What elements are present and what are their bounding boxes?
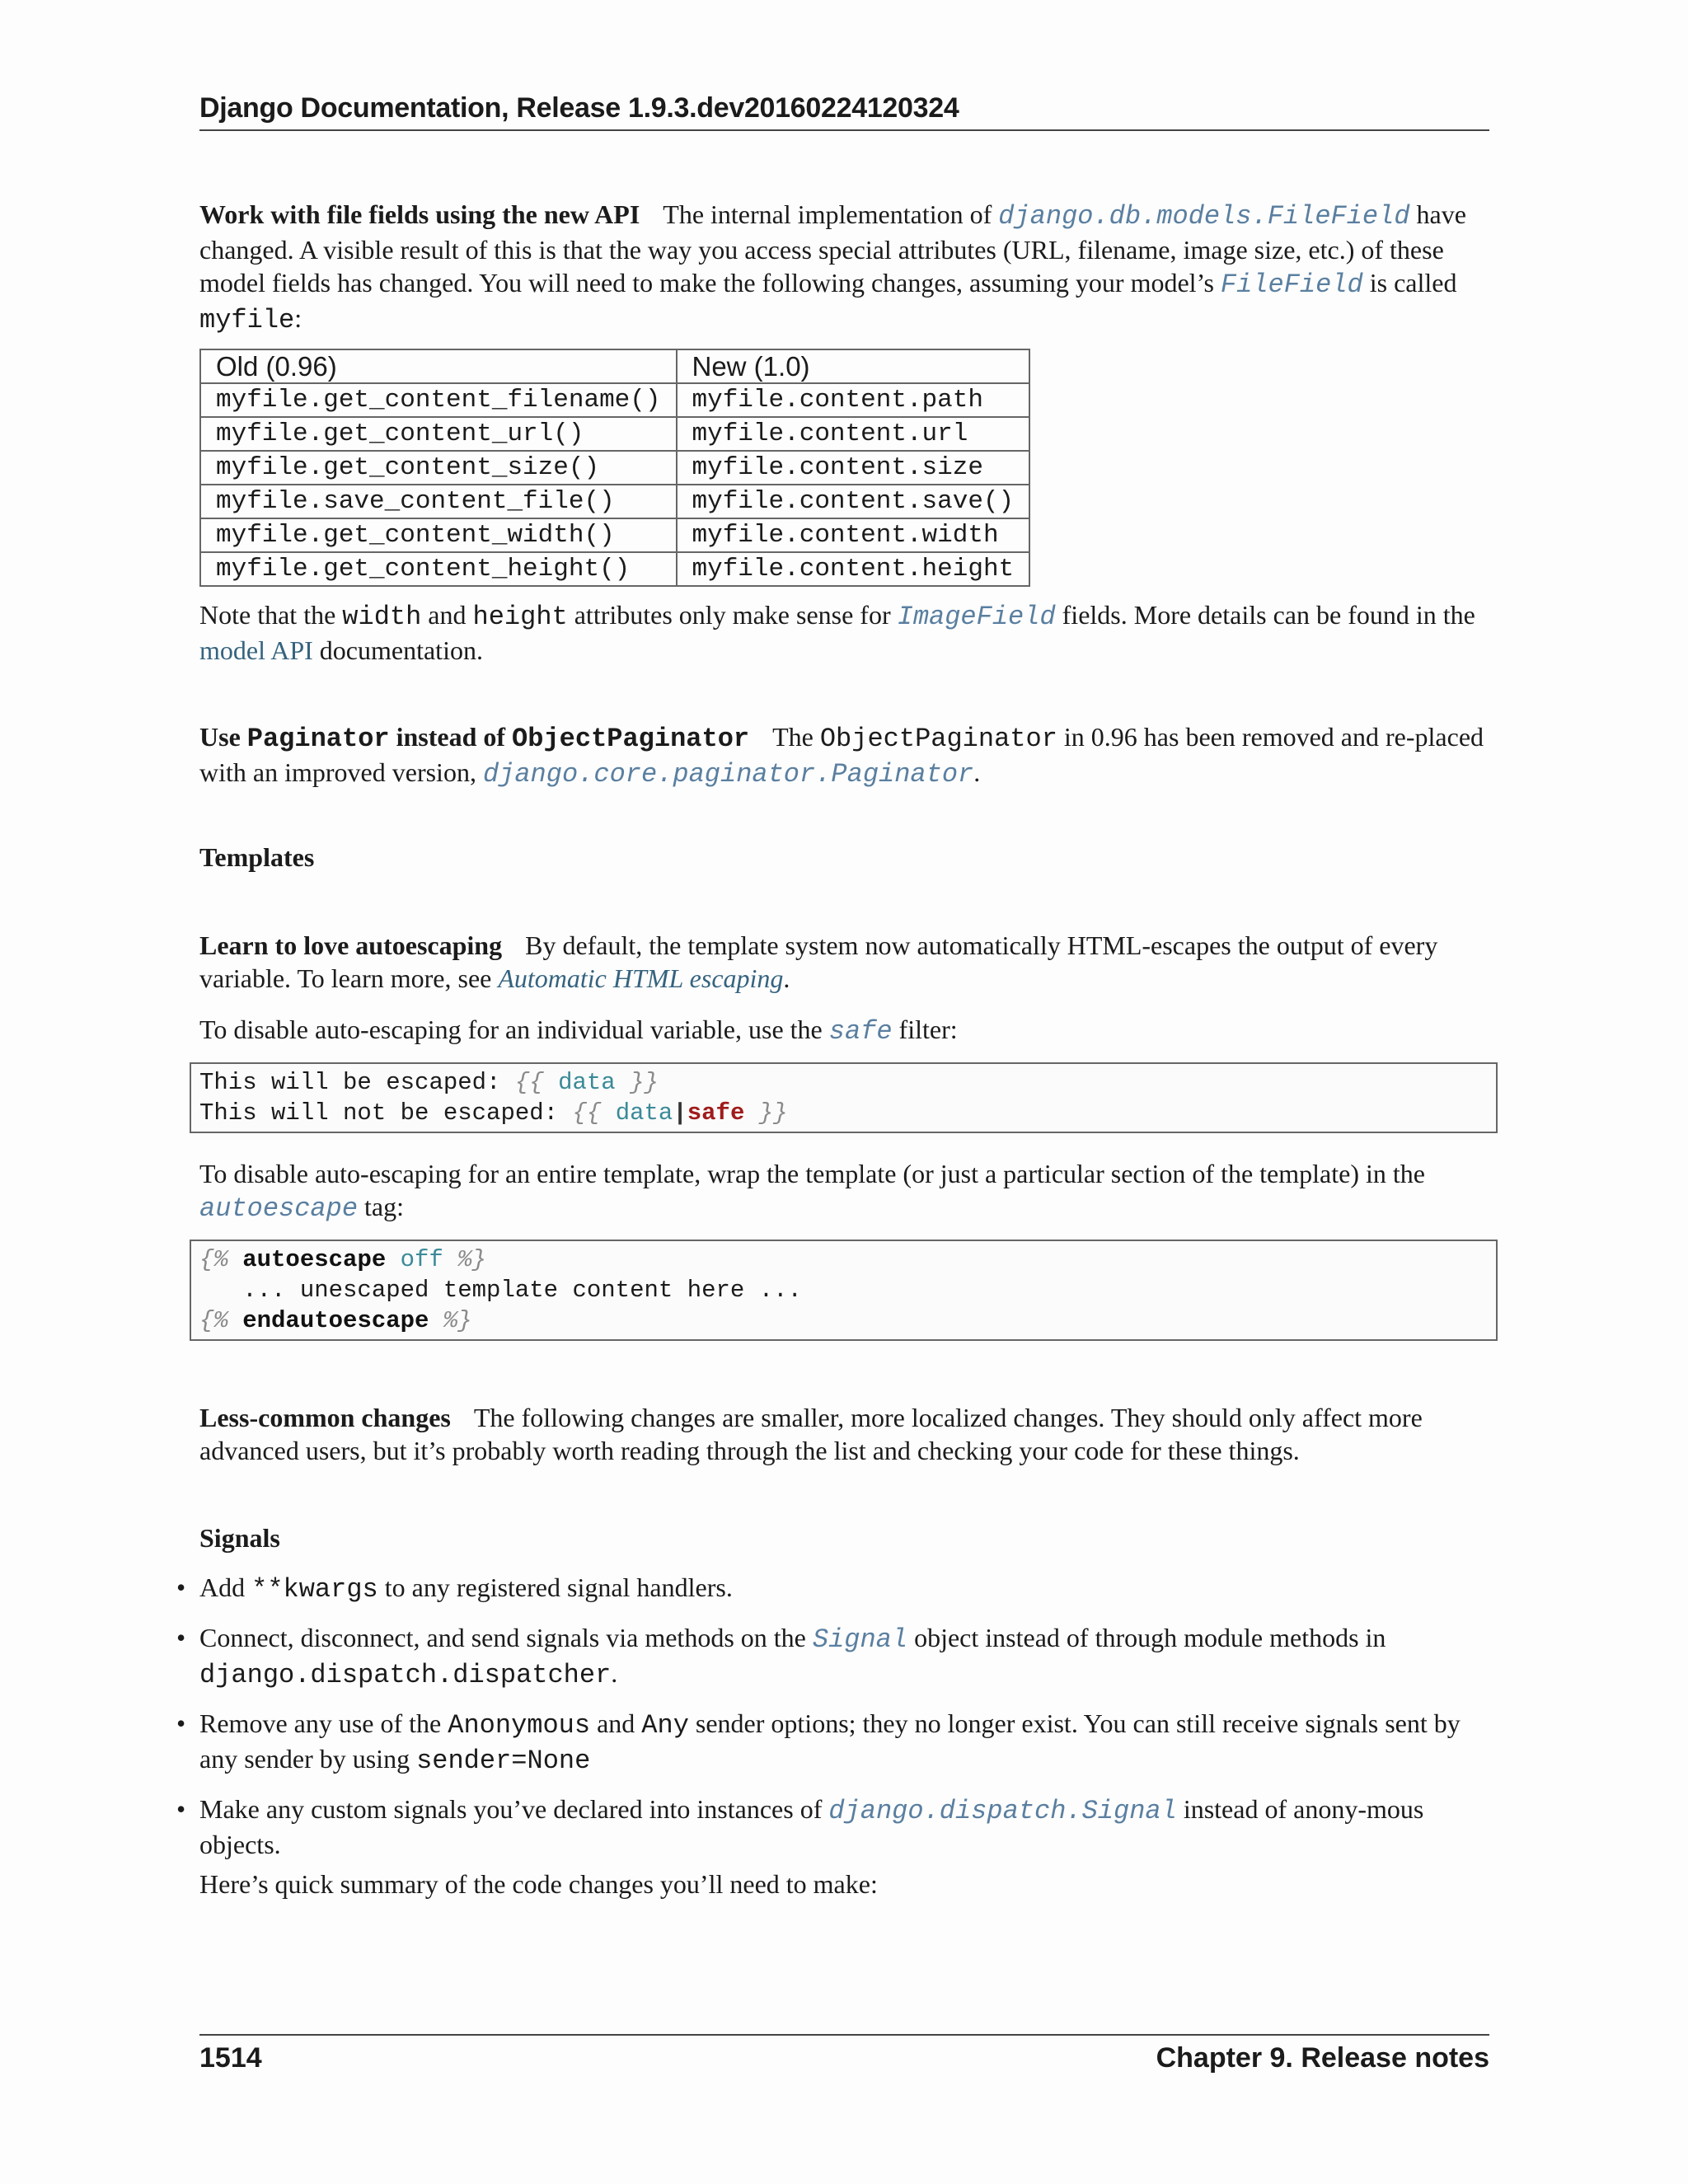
code-block-autoescape: {% autoescape off %} ... unescaped template content here ... {% endautoescape %} [190, 1240, 1498, 1341]
myfile-code: myfile [199, 305, 295, 335]
autoescape-tag-link[interactable]: autoescape [199, 1193, 359, 1224]
file-fields-title: Work with file fields using the new API [199, 199, 640, 229]
file-fields-section [199, 198, 1489, 337]
table-header-row [200, 349, 1029, 383]
dispatch-signal-link[interactable]: django.dispatch.Signal [828, 1796, 1177, 1826]
filefield-short-link[interactable]: FileField [1220, 269, 1363, 300]
code-block-safe: This will be escaped: {{ data }} This will not be escaped: {{ data|safe }} [190, 1062, 1498, 1133]
imagefield-link[interactable]: ImageField [897, 602, 1056, 632]
column-header-new: New (1.0) [677, 349, 1030, 383]
model-api-link[interactable]: model API [199, 635, 313, 665]
table-row: myfile.get_content_width() myfile.content.width [200, 518, 1029, 552]
file-fields-paragraph: Work with file fields using the new API The internal implementation of django.db.models.FileField have changed. A visible result of this is that the way you access special attributes (URL, filename, image size, etc.) of these model fields has changed. You will need to make the following changes, assuming your model’s FileField is called myfile: [199, 199, 1466, 335]
less-common-title: Less-common changes [199, 1403, 451, 1432]
table-row: myfile.get_content_height() myfile.content.height [200, 552, 1029, 586]
paginator-section: Use Paginator instead of ObjectPaginator The ObjectPaginator in 0.96 has been removed and re-placed with an improved version, django.core.paginator.Paginator. [199, 722, 1484, 790]
list-item: • Remove any use of the Anonymous and Any sender options; they no longer exist. You can still receive signals sent by any sender by using sender=None [176, 1708, 1461, 1776]
chapter-title: Chapter 9. Release notes [1156, 2042, 1489, 2074]
list-item: • Connect, disconnect, and send signals via methods on the Signal object instead of through module methods in django.dispatch.dispatcher. [176, 1623, 1386, 1690]
table-row: myfile.get_content_url() myfile.content.url [200, 417, 1029, 451]
autoescape-section: Learn to love autoescaping By default, the template system now automatically HTML-escapes the output of every variable. To learn more, see Automatic HTML escaping. [199, 930, 1438, 993]
safe-filter-link[interactable]: safe [828, 1016, 893, 1047]
column-header-old: Old (0.96) [200, 349, 677, 383]
disable-template-paragraph: To disable auto-escaping for an entire template, wrap the template (or just a particular section of the template) in the autoescape tag: [199, 1159, 1425, 1224]
table-row: myfile.save_content_file() myfile.content.save() [200, 485, 1029, 518]
automatic-html-escaping-link[interactable]: Automatic HTML escaping [498, 963, 784, 993]
table-row: myfile.get_content_size() myfile.content.size [200, 451, 1029, 485]
signal-link[interactable]: Signal [812, 1624, 908, 1655]
page-number: 1514 [199, 2042, 262, 2074]
summary-paragraph: Here’s quick summary of the code changes you’ll need to make: [199, 1869, 878, 1899]
signals-heading: Signals [199, 1523, 280, 1553]
note-paragraph: Note that the width and height attributes only make sense for ImageField fields. More details can be found in the model API documentation. [199, 600, 1475, 665]
disable-variable-paragraph: To disable auto-escaping for an individual variable, use the safe filter: [199, 1015, 958, 1047]
list-item: • Add **kwargs to any registered signal handlers. [176, 1572, 733, 1605]
page-header: Django Documentation, Release 1.9.3.dev20160224120324 [199, 92, 1489, 131]
list-item: • Make any custom signals you’ve declared into instances of django.dispatch.Signal instead of anony-mous objects. [176, 1794, 1424, 1859]
footer-divider [199, 2034, 1489, 2036]
less-common-section: Less-common changes The following changes are smaller, more localized changes. They should only affect more advanced users, but it’s probably worth reading through the list and checking your code for these things. [199, 1403, 1423, 1465]
templates-heading: Templates [199, 842, 315, 872]
signals-list [132, 1571, 1489, 1876]
file-api-table [199, 349, 1030, 587]
paginator-title: Use Paginator instead of ObjectPaginator [199, 722, 750, 754]
table-row: myfile.get_content_filename() myfile.content.path [200, 383, 1029, 417]
paginator-link[interactable]: django.core.paginator.Paginator [482, 759, 974, 790]
autoescape-title: Learn to love autoescaping [199, 930, 503, 960]
filefield-link[interactable]: django.db.models.FileField [998, 201, 1410, 232]
